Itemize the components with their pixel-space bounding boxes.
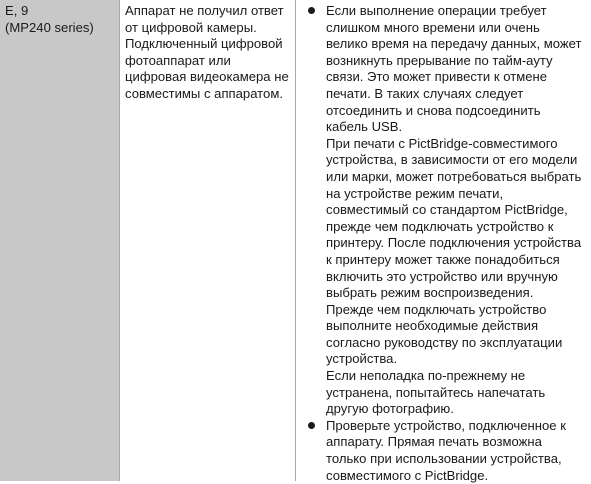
action-line: принтеру. После подключения устройства [326,235,582,251]
action-line: аппарату. Прямая печать возможна [326,434,542,450]
action-text [326,418,583,484]
message-line: цифровая видеокамера не [125,69,289,85]
action-line: к принтеру может также понадобиться [326,251,560,267]
action-line: выбрать режим воспроизведения. [326,285,534,301]
error-code-line: E, 9 [5,3,29,18]
action-line: При печати с PictBridge-совместимого [326,135,558,151]
message-cell [120,0,296,481]
error-code-cell [0,0,120,481]
action-line: выполните необходимые действия [326,318,539,334]
action-line: устройства. [326,351,398,367]
action-line: слишком много времени или очень [326,19,540,35]
message-line: от цифровой камеры. [125,19,257,35]
action-line: устройства, в зависимости от его модели [326,152,578,168]
action-line: на устройстве режим печати, [326,185,504,201]
action-list-item [306,418,583,484]
bullet-icon [306,3,326,19]
action-cell [296,0,591,481]
action-line: совместимого с PictBridge. [326,467,489,483]
message-line: Аппарат не получил ответ [125,3,284,18]
action-line: другую фотографию. [326,401,454,417]
action-line: прежде чем подключать устройство к [326,218,554,234]
action-line: Если неполадка по-прежнему не [326,368,526,384]
action-line: отсоединить и снова подсоединить [326,102,541,118]
action-line: совместимый со стандартом PictBridge, [326,202,568,218]
action-line: возникнуть прерывание по тайм-ауту [326,52,553,68]
action-line: печати. В таких случаях следует [326,85,524,101]
message-line: фотоаппарат или [125,52,231,68]
action-line: или марки, может потребоваться выбрать [326,168,582,184]
action-line: только при использовании устройства, [326,451,562,467]
action-line: Прежде чем подключать устройство [326,301,547,317]
action-line: Если выполнение операции требует [326,3,547,18]
message-line: совместимы с аппаратом. [125,85,283,101]
action-line: Проверьте устройство, подключенное к [326,417,566,433]
action-line: связи. Это может привести к отмене [326,69,548,85]
action-line: кабель USB. [326,119,403,135]
action-list-item [306,3,583,418]
bullet-icon [306,418,326,434]
printer-series-line: (MP240 series) [5,19,94,35]
action-line: включить это устройство или вручную [326,268,558,284]
action-line: велико время на передачу данных, может [326,36,582,52]
action-line: устранена, попытайтесь напечатать [326,384,546,400]
action-text [326,3,583,418]
action-line: согласно руководству по эксплуатации [326,334,563,350]
message-line: Подключенный цифровой [125,36,283,52]
